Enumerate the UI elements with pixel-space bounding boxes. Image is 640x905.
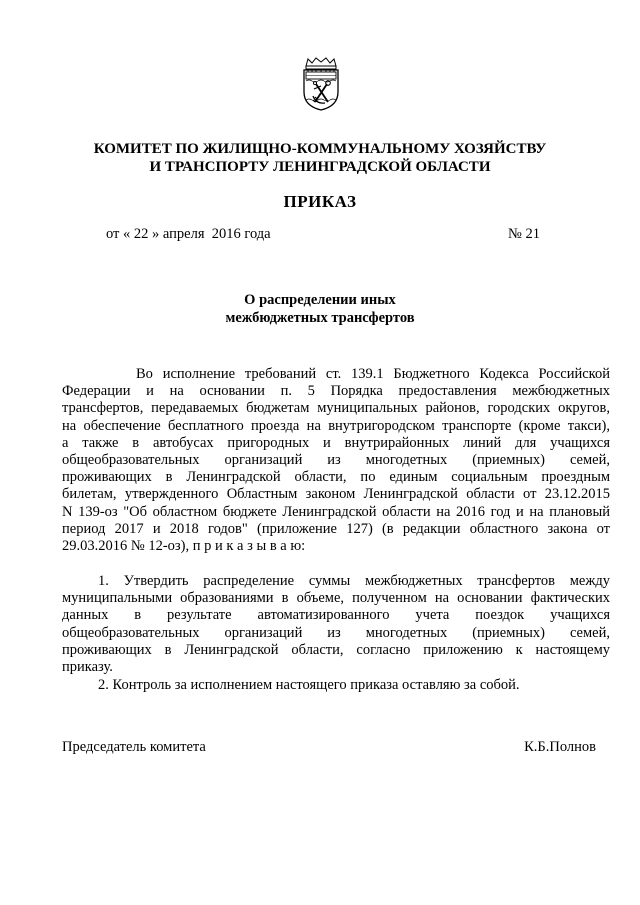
order-item-2 bbox=[62, 677, 610, 694]
document-type-title: ПРИКАЗ bbox=[283, 192, 357, 211]
body-line: 2. Контроль за исполнением настоящего приказа оставляю за собой. bbox=[98, 677, 520, 693]
body-line: Федерации и на основании п. 5 Порядка предоставления межбюджетных bbox=[62, 383, 610, 400]
body-line: муниципальными образованиями в объеме, полученном на основании фактических bbox=[62, 590, 610, 607]
body-line: Во исполнение требований ст. 139.1 Бюджетного Кодекса Российской bbox=[136, 366, 610, 382]
signer-name: К.Б.Полнов bbox=[524, 739, 596, 755]
body-line: 29.03.2016 № 12-оз), п р и к а з ы в а ю: bbox=[62, 537, 306, 554]
body-line: N 139-оз "Об областном бюджете Ленинградской области на 2016 год и на плановый bbox=[62, 503, 610, 520]
order-item-1 bbox=[62, 573, 610, 676]
body-line: общеобразовательных организаций из многодетных (приемных) семей, bbox=[62, 451, 610, 468]
body-line: данных в результате автоматизированного учета поездок учащихся bbox=[62, 607, 610, 624]
signer-title: Председатель комитета bbox=[62, 739, 206, 755]
body-line: приказу. bbox=[62, 658, 113, 675]
body-line: билетам, утвержденного Областным законом Ленинградской области от 23.12.2015 bbox=[62, 486, 610, 503]
body-line: проживающих в Ленинградской области, согласно приложению к настоящему bbox=[62, 641, 610, 658]
committee-name-line1: КОМИТЕТ ПО ЖИЛИЩНО-КОММУНАЛЬНОМУ ХОЗЯЙСТВУ bbox=[93, 141, 547, 157]
committee-name-line2: И ТРАНСПОРТУ ЛЕНИНГРАДСКОЙ ОБЛАСТИ bbox=[149, 159, 491, 175]
body-line: период 2017 и 2018 годов" (приложение 127) (в редакции областного закона от bbox=[62, 520, 610, 537]
coat-of-arms-icon bbox=[300, 56, 342, 112]
subject-line1: О распределении иных bbox=[244, 292, 396, 308]
body-line: проживающих в Ленинградской области, по единым социальным проездным bbox=[62, 469, 610, 486]
body-line: 1. Утвердить распределение суммы межбюджетных трансфертов между bbox=[98, 573, 610, 589]
subject-line2: межбюджетных трансфертов bbox=[225, 310, 415, 326]
order-date: от « 22 » апреля 2016 года bbox=[106, 226, 271, 242]
body-line: общеобразовательных организаций из многодетных (приемных) семей, bbox=[62, 624, 610, 641]
preamble-paragraph bbox=[62, 366, 610, 555]
body-line: трансфертов, передаваемых бюджетам муниципальных районов, городских округов, bbox=[62, 400, 610, 417]
order-number: № 21 bbox=[508, 226, 540, 242]
body-line: а также в автобусах пригородных и внутрирайонных линий для учащихся bbox=[62, 434, 610, 451]
body-line: на обеспечение бесплатного проезда на внутригородском транспорте (кроме такси), bbox=[62, 417, 610, 434]
